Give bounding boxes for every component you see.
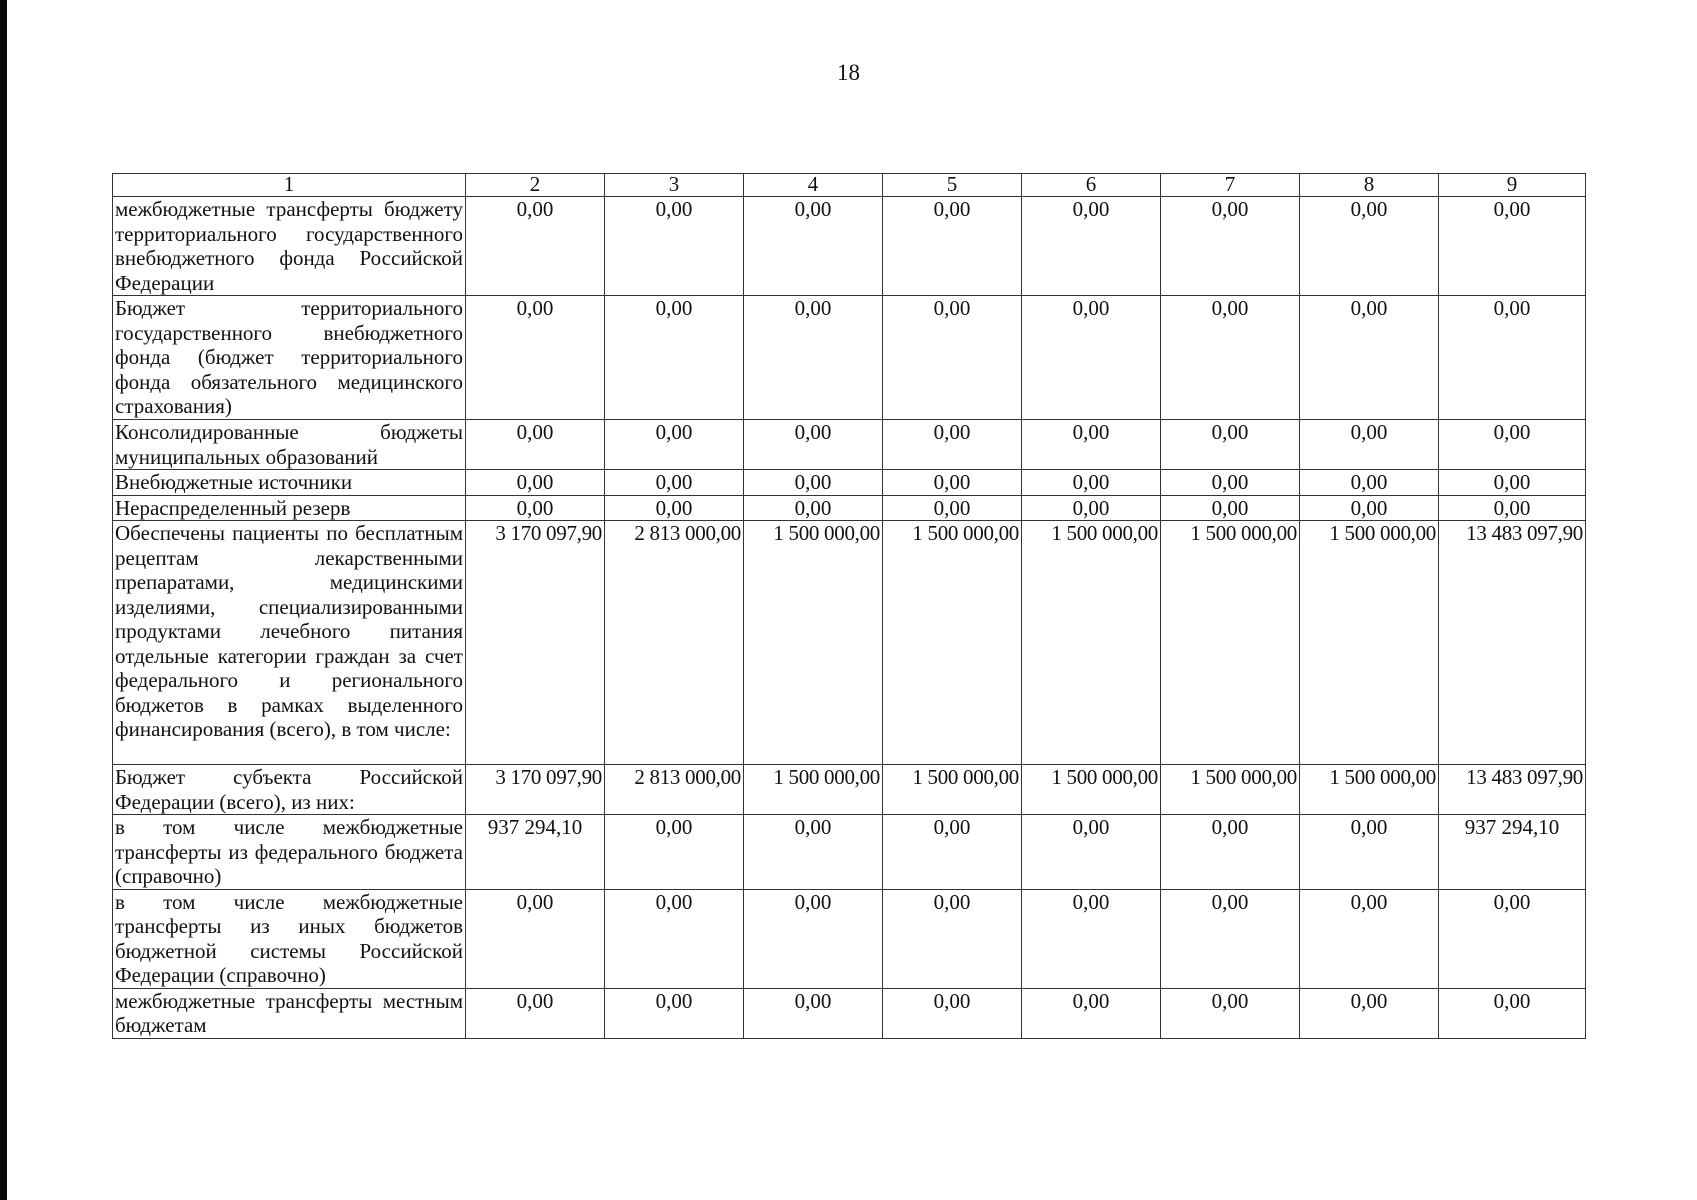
value-cell: 0,00 [1022, 815, 1161, 890]
value-cell: 1 500 000,00 [1161, 521, 1300, 765]
budget-table [112, 173, 1586, 1039]
value-cell: 1 500 000,00 [1300, 765, 1439, 815]
table-header-row [113, 174, 1586, 197]
value-cell: 0,00 [883, 296, 1022, 420]
row-label: Внебюджетные источники [113, 470, 466, 496]
value-cell: 0,00 [1300, 296, 1439, 420]
value-cell: 0,00 [1161, 988, 1300, 1038]
column-header: 4 [744, 174, 883, 197]
value-cell: 13 483 097,90 [1439, 765, 1586, 815]
value-cell: 0,00 [744, 470, 883, 496]
value-cell: 0,00 [1439, 889, 1586, 988]
value-cell: 0,00 [466, 296, 605, 420]
value-cell: 0,00 [1300, 470, 1439, 496]
row-label: Бюджет территориального государственного внебюджетного фонда (бюджет территориального фонда обязательного медицинского страхования) [113, 296, 466, 420]
column-header: 9 [1439, 174, 1586, 197]
value-cell: 0,00 [1439, 420, 1586, 470]
value-cell: 1 500 000,00 [744, 765, 883, 815]
column-header: 7 [1161, 174, 1300, 197]
value-cell: 0,00 [1022, 296, 1161, 420]
value-cell: 0,00 [1439, 495, 1586, 521]
value-cell: 0,00 [466, 420, 605, 470]
row-label: Нераспределенный резерв [113, 495, 466, 521]
value-cell: 0,00 [744, 495, 883, 521]
value-cell: 3 170 097,90 [466, 765, 605, 815]
column-header: 1 [113, 174, 466, 197]
value-cell: 0,00 [1022, 495, 1161, 521]
value-cell: 0,00 [466, 470, 605, 496]
value-cell: 0,00 [1161, 815, 1300, 890]
value-cell: 1 500 000,00 [1022, 521, 1161, 765]
value-cell: 0,00 [1300, 495, 1439, 521]
value-cell: 0,00 [1439, 197, 1586, 296]
value-cell: 0,00 [1300, 420, 1439, 470]
value-cell: 0,00 [466, 197, 605, 296]
value-cell: 0,00 [1022, 470, 1161, 496]
table-row [113, 988, 1586, 1038]
value-cell: 1 500 000,00 [1161, 765, 1300, 815]
table-row [113, 296, 1586, 420]
table-row [113, 521, 1586, 765]
value-cell: 0,00 [1439, 296, 1586, 420]
value-cell: 0,00 [744, 889, 883, 988]
value-cell: 0,00 [883, 889, 1022, 988]
table-row [113, 470, 1586, 496]
column-header: 3 [605, 174, 744, 197]
column-header: 5 [883, 174, 1022, 197]
table-row [113, 495, 1586, 521]
value-cell: 0,00 [1161, 495, 1300, 521]
value-cell: 2 813 000,00 [605, 765, 744, 815]
value-cell: 1 500 000,00 [1300, 521, 1439, 765]
value-cell: 13 483 097,90 [1439, 521, 1586, 765]
value-cell: 0,00 [744, 815, 883, 890]
value-cell: 0,00 [1161, 420, 1300, 470]
page-number: 18 [837, 60, 860, 85]
value-cell: 0,00 [1022, 197, 1161, 296]
value-cell: 0,00 [883, 420, 1022, 470]
value-cell: 3 170 097,90 [466, 521, 605, 765]
value-cell: 1 500 000,00 [883, 521, 1022, 765]
scan-edge [0, 0, 7, 1200]
table-row [113, 889, 1586, 988]
value-cell: 0,00 [744, 197, 883, 296]
table-body [113, 174, 1586, 1039]
value-cell: 0,00 [1300, 889, 1439, 988]
value-cell: 0,00 [605, 889, 744, 988]
value-cell: 0,00 [1161, 889, 1300, 988]
value-cell: 0,00 [605, 296, 744, 420]
value-cell: 1 500 000,00 [744, 521, 883, 765]
value-cell: 0,00 [605, 988, 744, 1038]
row-label: в том числе межбюджетные трансферты из федерального бюджета (справочно) [113, 815, 466, 890]
value-cell: 937 294,10 [1439, 815, 1586, 890]
value-cell: 0,00 [883, 815, 1022, 890]
table-row [113, 197, 1586, 296]
table-row [113, 815, 1586, 890]
column-header: 6 [1022, 174, 1161, 197]
value-cell: 0,00 [744, 420, 883, 470]
value-cell: 937 294,10 [466, 815, 605, 890]
row-label: в том числе межбюджетные трансферты из иных бюджетов бюджетной системы Российской Федерации (справочно) [113, 889, 466, 988]
value-cell: 0,00 [466, 889, 605, 988]
column-header: 8 [1300, 174, 1439, 197]
value-cell: 0,00 [1022, 889, 1161, 988]
value-cell: 0,00 [605, 420, 744, 470]
value-cell: 0,00 [883, 495, 1022, 521]
value-cell: 0,00 [466, 495, 605, 521]
value-cell: 0,00 [605, 197, 744, 296]
value-cell: 0,00 [883, 197, 1022, 296]
value-cell: 0,00 [1300, 815, 1439, 890]
value-cell: 0,00 [883, 988, 1022, 1038]
table-row [113, 765, 1586, 815]
value-cell: 0,00 [1439, 988, 1586, 1038]
value-cell: 0,00 [1161, 296, 1300, 420]
value-cell: 0,00 [1300, 988, 1439, 1038]
value-cell: 0,00 [1439, 470, 1586, 496]
value-cell: 1 500 000,00 [1022, 765, 1161, 815]
value-cell: 0,00 [605, 815, 744, 890]
value-cell: 1 500 000,00 [883, 765, 1022, 815]
table-row [113, 420, 1586, 470]
value-cell: 0,00 [1161, 470, 1300, 496]
row-label: Бюджет субъекта Российской Федерации (всего), из них: [113, 765, 466, 815]
value-cell: 0,00 [1300, 197, 1439, 296]
row-label: Обеспечены пациенты по бесплатным рецептам лекарственными препаратами, медицинскими изделиями, специализированными продуктами лечебного питания отдельные категории граждан за счет федерального и регионального бюджетов в рамках выделенного финансирования (всего), в том числе: [113, 521, 466, 765]
value-cell: 0,00 [1022, 420, 1161, 470]
value-cell: 0,00 [605, 495, 744, 521]
column-header: 2 [466, 174, 605, 197]
value-cell: 0,00 [1161, 197, 1300, 296]
row-label: межбюджетные трансферты местным бюджетам [113, 988, 466, 1038]
value-cell: 0,00 [1022, 988, 1161, 1038]
row-label: Консолидированные бюджеты муниципальных образований [113, 420, 466, 470]
value-cell: 0,00 [744, 988, 883, 1038]
value-cell: 0,00 [744, 296, 883, 420]
row-label: межбюджетные трансферты бюджету территориального государственного внебюджетного фонда Российской Федерации [113, 197, 466, 296]
value-cell: 2 813 000,00 [605, 521, 744, 765]
value-cell: 0,00 [883, 470, 1022, 496]
value-cell: 0,00 [605, 470, 744, 496]
value-cell: 0,00 [466, 988, 605, 1038]
